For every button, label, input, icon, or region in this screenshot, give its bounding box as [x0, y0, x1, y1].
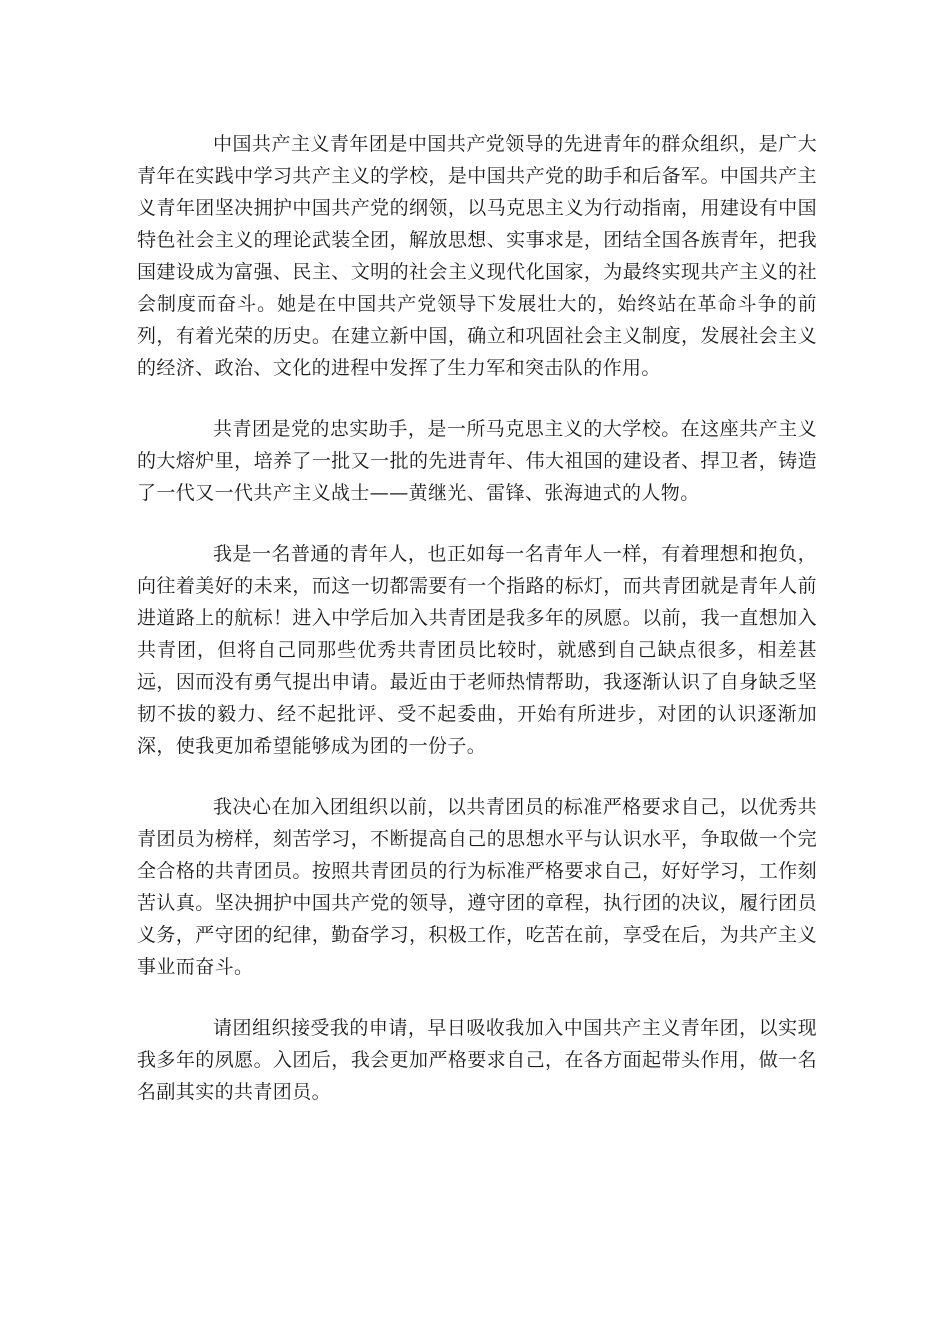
- paragraph-personal: 我是一名普通的青年人，也正如每一名青年人一样，有着理想和抱负，向往着美好的未来，而这一切都需要有一个指路的标灯，而共青团就是青年人前进道路上的航标！进入中学后加入共青团是我多年的夙愿。以前，我一直想加入共青团，但将自己同那些优秀共青团员比较时，就感到自己缺点很多，相差甚远，因而没有勇气提出申请。最近由于老师热情帮助，我逐渐认识了自身缺乏坚韧不拔的毅力、经不起批评、受不起委曲，开始有所进步，对团的认识逐渐加深，使我更加希望能够成为团的一份子。: [137, 543, 817, 757]
- paragraph-resolution: 我决心在加入团组织以前，以共青团员的标准严格要求自己，以优秀共青团员为榜样，刻苦学习，不断提高自己的思想水平与认识水平，争取做一个完全合格的共青团员。按照共青团员的行为标准严格要求自己，好好学习，工作刻苦认真。坚决拥护中国共产党的领导，遵守团的章程，执行团的决议，履行团员义务，严守团的纪律，勤奋学习，积极工作，吃苦在前，享受在后，为共产主义事业而奋斗。: [137, 796, 817, 978]
- document-body: [137, 128, 817, 1137]
- paragraph-request: 请团组织接受我的申请，早日吸收我加入中国共产主义青年团，以实现我多年的夙愿。入团后，我会更加严格要求自己，在各方面起带头作用，做一名名副其实的共青团员。: [137, 1017, 817, 1103]
- paragraph-school: 共青团是党的忠实助手，是一所马克思主义的大学校。在这座共产主义的大熔炉里，培养了一批又一批的先进青年、伟大祖国的建设者、捍卫者，铸造了一代又一代共产主义战士——黄继光、雷锋、张海迪式的人物。: [137, 418, 817, 504]
- paragraph-intro: 中国共产主义青年团是中国共产党领导的先进青年的群众组织，是广大青年在实践中学习共产主义的学校，是中国共产党的助手和后备军。中国共产主义青年团坚决拥护中国共产党的纲领，以马克思主义为行动指南，用建设有中国特色社会主义的理论武装全团，解放思想、实事求是，团结全国各族青年，把我国建设成为富强、民主、文明的社会主义现代化国家，为最终实现共产主义的社会制度而奋斗。她是在中国共产党领导下发展壮大的，始终站在革命斗争的前列，有着光荣的历史。在建立新中国，确立和巩固社会主义制度，发展社会主义的经济、政治、文化的进程中发挥了生力军和突击队的作用。: [137, 133, 817, 379]
